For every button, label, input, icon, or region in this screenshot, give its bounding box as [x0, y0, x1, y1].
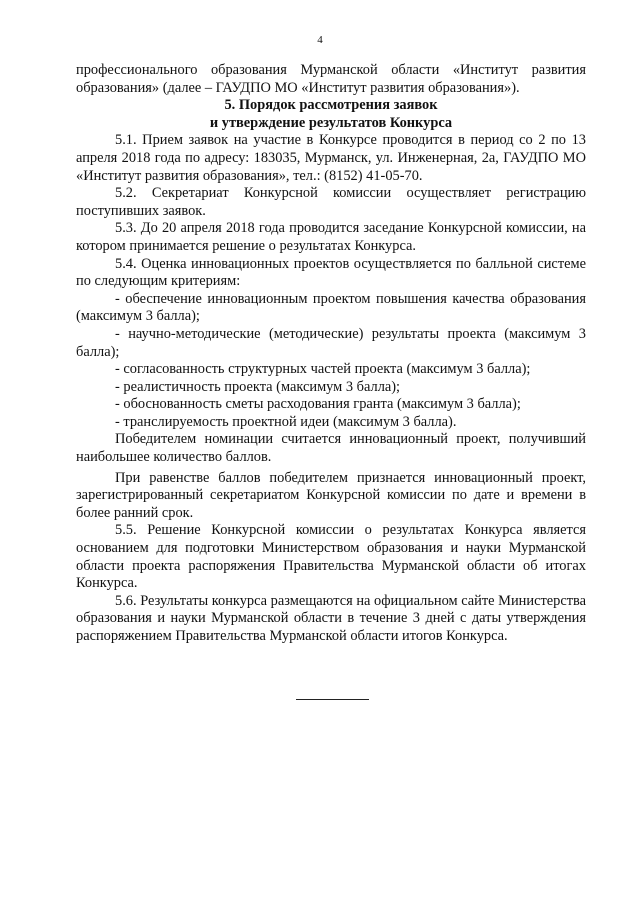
criterion-item: - реалистичность проекта (максимум 3 балла);: [115, 378, 401, 395]
paragraph-5-3: 5.3. До 20 апреля 2018 года проводится заседание Конкурсной комиссии, на котором принимается решение о результатах Конкурса.: [76, 220, 586, 254]
paragraph-5-2: 5.2. Секретариат Конкурсной комиссии осуществляет регистрацию поступивших заявок.: [76, 185, 586, 219]
section-title-line-1: 5. Порядок рассмотрения заявок: [224, 97, 438, 114]
winner-paragraph: Победителем номинации считается инновационный проект, получивший наибольшее количество баллов.: [76, 431, 586, 466]
intro-paragraph: профессионального образования Мурманской области «Институт развития образования» (далее – ГАУДПО МО «Институт развития образования»).: [76, 62, 586, 96]
criterion-item: - согласованность структурных частей проекта (максимум 3 балла);: [115, 361, 531, 378]
criterion-item: - обеспечение инновационным проектом повышения качества образования (максимум 3 балла);: [76, 290, 586, 325]
page-number: 4: [317, 34, 323, 46]
section-title-line-2: и утверждение результатов Конкурса: [209, 114, 453, 131]
paragraph-5-5: 5.5. Решение Конкурсной комиссии о результатах Конкурса является основанием для подготовки Министерством образования и науки Мурманской области проекта распоряжения Правительства Мурманской области об итогах Конкурса.: [76, 522, 586, 592]
criterion-item: - обоснованность сметы расходования гранта (максимум 3 балла);: [115, 396, 521, 413]
section-title: [76, 97, 586, 132]
paragraph-5-1: 5.1. Прием заявок на участие в Конкурсе проводится в период со 2 по 13 апреля 2018 года по адресу: 183035, Мурманск, ул. Инженерная, 2а, ГАУДПО МО «Институт развития образования», тел.: (8152) 41-05-70.: [76, 132, 586, 184]
criterion-item: - научно-методические (методические) результаты проекта (максимум 3 балла);: [76, 325, 586, 360]
criterion-item: - транслируемость проектной идеи (максимум 3 балла).: [115, 413, 457, 430]
paragraph-5-6: 5.6. Результаты конкурса размещаются на официальном сайте Министерства образования и науки Мурманской области в течение 3 дней с даты утверждения распоряжением Правительства Мурманской области итогов Конкурса.: [76, 592, 586, 644]
tie-paragraph: При равенстве баллов победителем признается инновационный проект, зарегистрированный секретариатом Конкурсной комиссии по дате и времени в более ранний срок.: [76, 469, 586, 521]
end-divider: [296, 699, 369, 700]
paragraph-5-4: 5.4. Оценка инновационных проектов осуществляется по балльной системе по следующим критериям:: [76, 255, 586, 290]
document-body: [76, 62, 586, 646]
